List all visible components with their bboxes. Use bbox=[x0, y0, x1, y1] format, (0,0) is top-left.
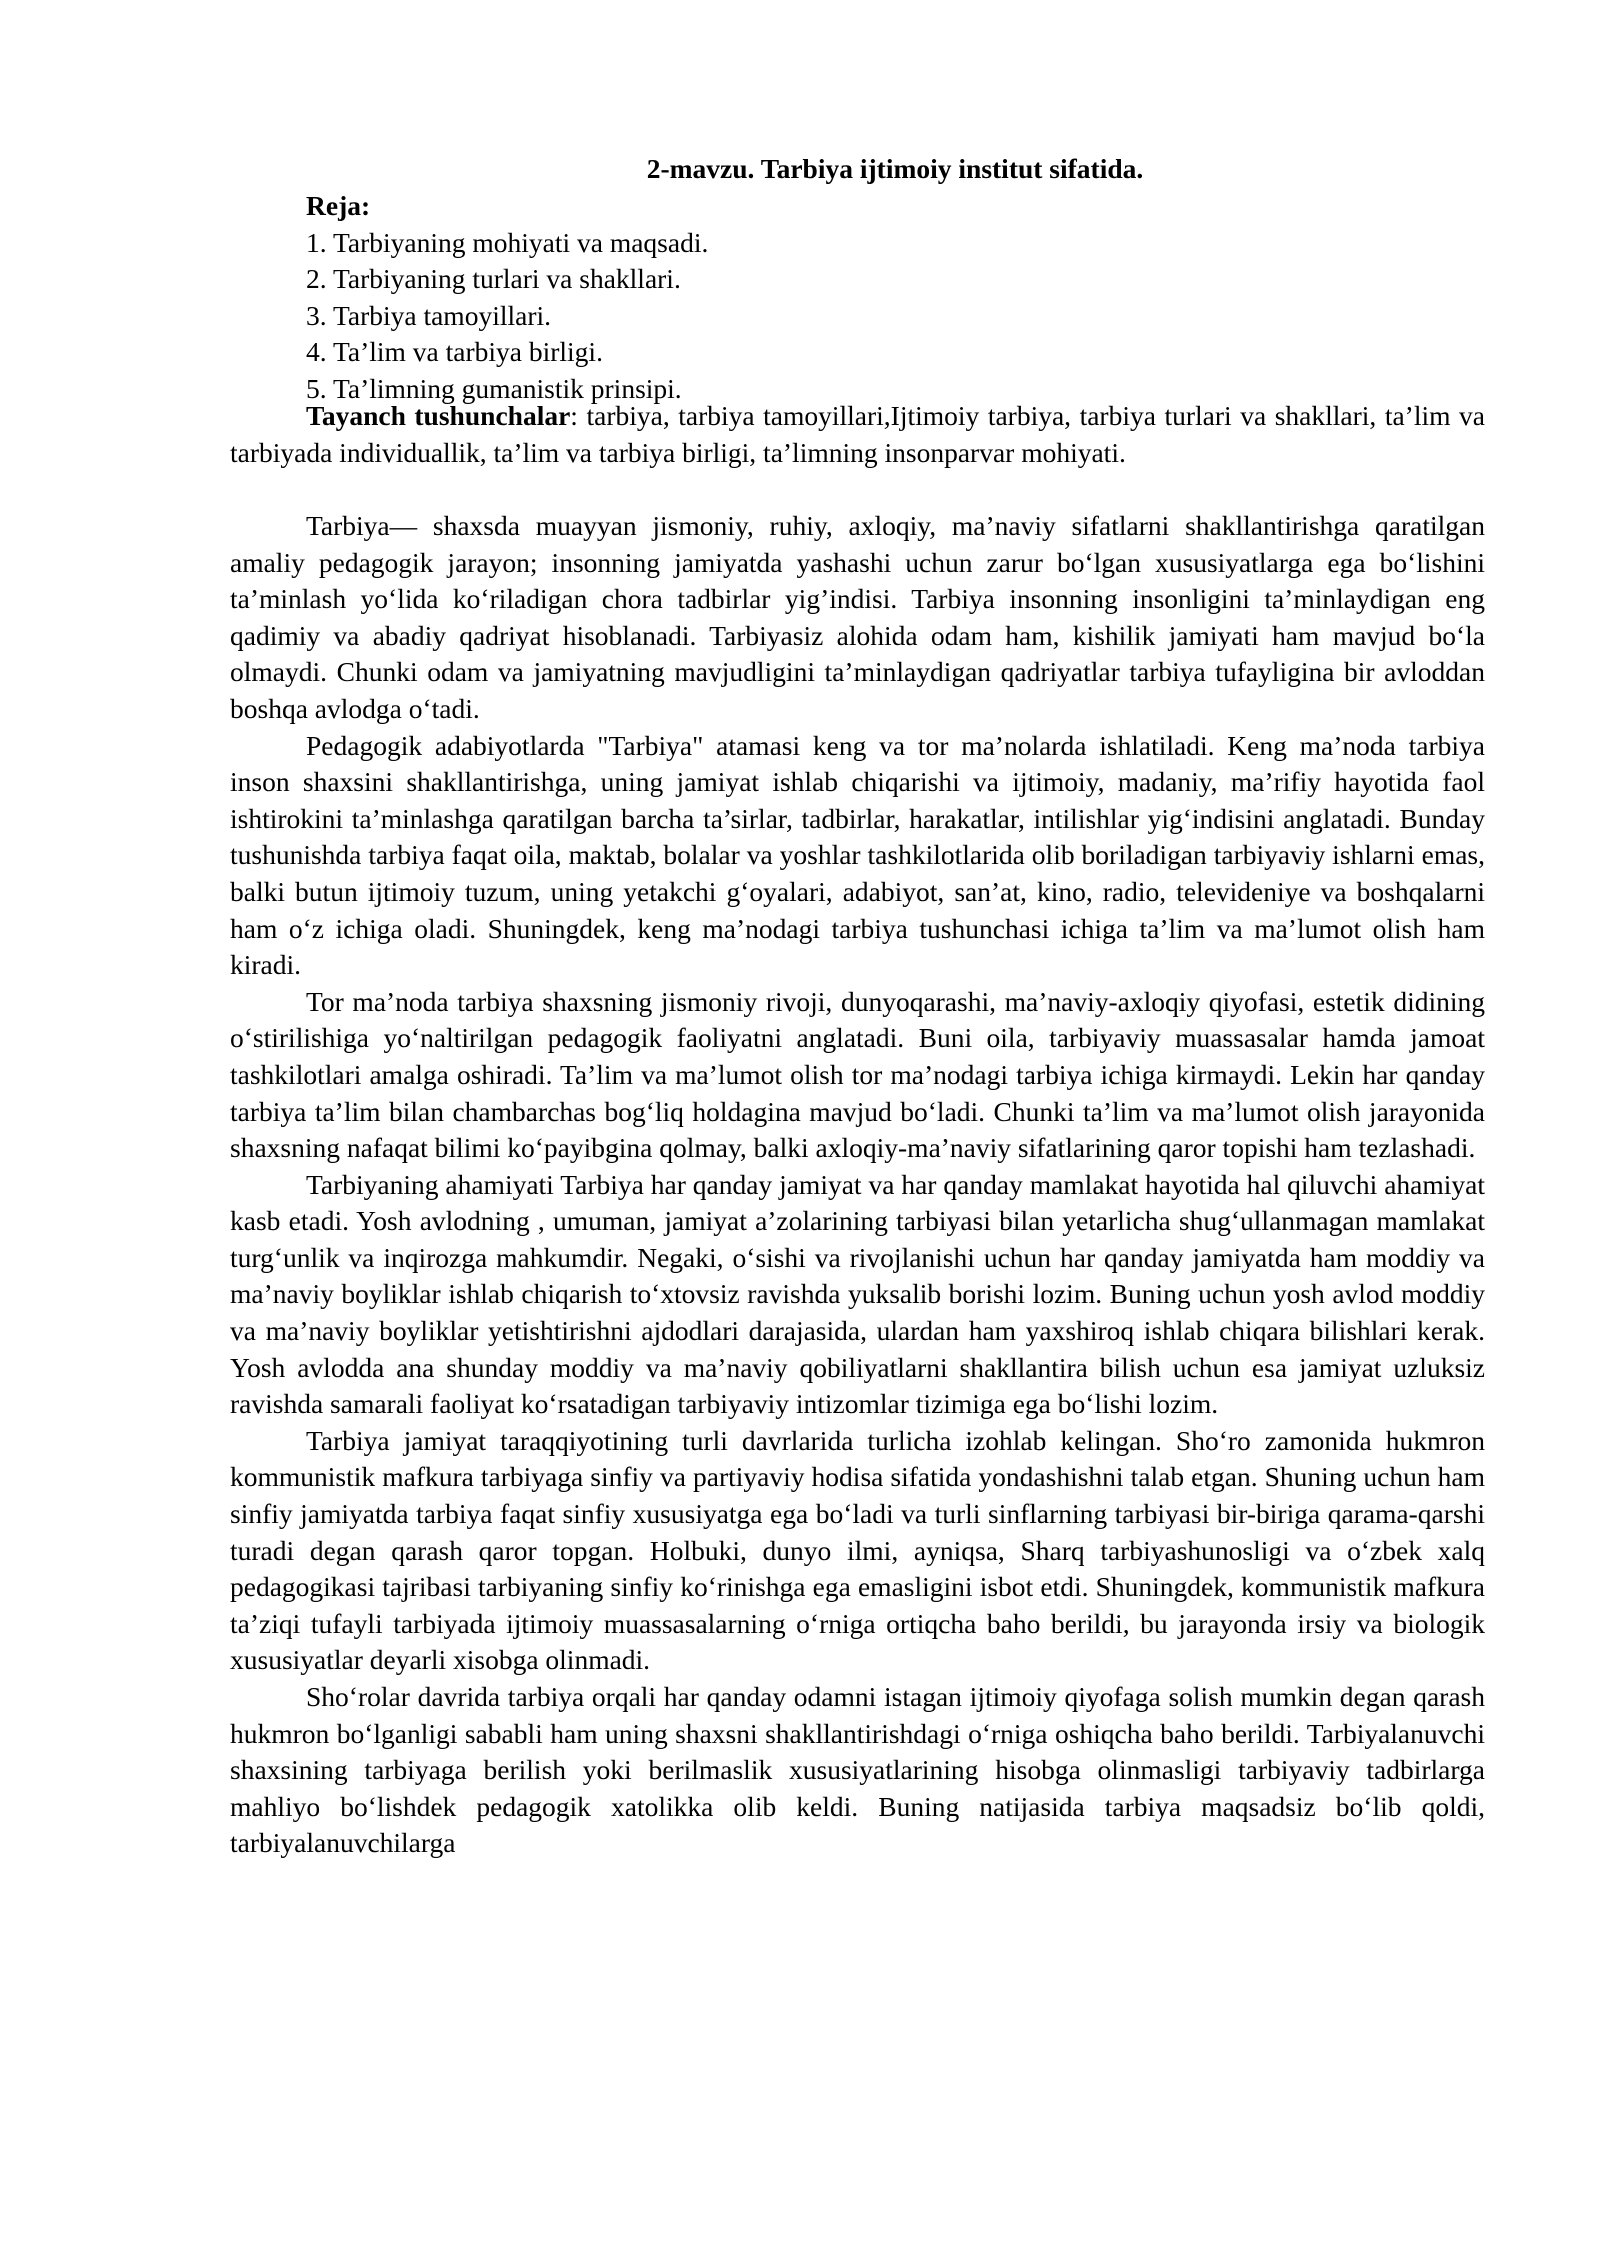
body-paragraphs bbox=[230, 508, 1485, 1862]
plan-item: 4. Ta’lim va tarbiya birligi. bbox=[306, 336, 603, 368]
plan-item: 2. Tarbiyaning turlari va shakllari. bbox=[306, 263, 681, 295]
page-title: 2-mavzu. Tarbiya ijtimoiy institut sifatida. bbox=[646, 153, 1144, 184]
plan-item: 3. Tarbiya tamoyillari. bbox=[306, 299, 552, 331]
body-paragraph: Pedagogik adabiyotlarda "Tarbiya" atamasi keng va tor ma’nolarda ishlatiladi. Keng ma’noda tarbiya inson shaxsini shakllantirishga, uning jamiyat ishlab chiqarishi va ijtimoiy, madaniy, ma’rifiy hayotida faol ishtirokini ta’minlashga qaratilgan barcha ta’sirlar, tadbirlar, harakatlar, intilishlar yig‘indisini anglatadi. Bunday tushunishda tarbiya faqat oila, maktab, bolalar va yoshlar tashkilotlarida olib boriladigan tarbiyaviy ishlarni emas, balki butun ijtimoiy tuzum, uning yetakchi g‘oyalari, adabiyot, san’at, kino, radio, televideniye va boshqalarni ham o‘z ichiga oladi. Shuningdek, keng ma’nodagi tarbiya tushunchasi ichiga ta’lim va ma’lumot olish ham kiradi. bbox=[230, 729, 1485, 981]
body-paragraph: Tarbiya— shaxsda muayyan jismoniy, ruhiy, axloqiy, ma’naviy sifatlarni shakllantirishga qaratilgan amaliy pedagogik jarayon; insonning jamiyatda yashashi uchun zarur bo‘lgan xususiyatlarga ega bo‘lishini ta’minlash yo‘lida ko‘riladigan chora tadbirlar yig’indisi. Tarbiya insonning insonligini ta’minlaydigan eng qadimiy va abadiy qadriyat hisoblanadi. Tarbiyasiz alohida odam ham, kishilik jamiyati ham mavjud bo‘la olmaydi. Chunki odam va jamiyatning mavjudligini ta’minlaydigan qadriyatlar tarbiya tufayligina bir avloddan boshqa avlodga o‘tadi. bbox=[230, 510, 1485, 724]
plan-list bbox=[306, 188, 708, 408]
plan-item: 5. Ta’limning gumanistik prinsipi. bbox=[306, 372, 682, 404]
plan-item: 1. Tarbiyaning mohiyati va maqsadi. bbox=[306, 226, 709, 258]
key-terms-label: Tayanch tushunchalar bbox=[306, 400, 571, 431]
body-paragraph: Sho‘rolar davrida tarbiya orqali har qanday odamni istagan ijtimoiy qiyofaga solish mumkin degan qarash hukmron bo‘lganligi sababli ham uning shaxsni shakllantirishdagi o‘rniga oshiqcha baho berildi. Tarbiyalanuvchi shaxsining tarbiyaga berilish yoki berilmaslik xususiyatlarining hisobga olinmasligi tarbiyaviy tadbirlarga mahliyo bo‘lishdek pedagogik xatolikka olib keldi. Buning natijasida tarbiya maqsadsiz bo‘lib qoldi, tarbiyalanuvchilarga bbox=[230, 1681, 1485, 1859]
plan-heading: Reja: bbox=[306, 190, 371, 221]
body-paragraph: Tor ma’noda tarbiya shaxsning jismoniy rivoji, dunyoqarashi, ma’naviy-axloqiy qiyofasi, estetik didining o‘stirilishiga yo‘naltirilgan pedagogik faoliyatni anglatadi. Buni oila, tarbiyaviy muassasalar hamda jamoat tashkilotlari amalga oshiradi. Ta’lim va ma’lumot olish tor ma’nodagi tarbiya ichiga kirmaydi. Lekin har qanday tarbiya ta’lim bilan chambarchas bog‘liq holdagina mavjud bo‘ladi. Chunki ta’lim va ma’lumot olish jarayonida shaxsning nafaqat bilimi ko‘payibgina qolmay, balki axloqiy-ma’naviy sifatlarining qaror topishi ham tezlashadi. bbox=[230, 985, 1485, 1164]
body-paragraph: Tarbiya jamiyat taraqqiyotining turli davrlarida turlicha izohlab kelingan. Sho‘ro zamonida hukmron kommunistik mafkura tarbiyaga sinfiy va partiyaviy hodisa sifatida yondashishni talab etgan. Shuning uchun ham sinfiy jamiyatda tarbiya faqat sinfiy xususiyatga ega bo‘ladi va turli sinflarning tarbiyasi bir-biriga qarama-qarshi turadi degan qarash qaror topgan. Holbuki, dunyo ilmi, ayniqsa, Sharq tarbiyashunosligi va o‘zbek xalq pedagogikasi tajribasi tarbiyaning sinfiy ko‘rinishga ega emasligini isbot etdi. Shuningdek, kommunistik mafkura ta’ziqi tufayli tarbiyada ijtimoiy muassasalarning o‘rniga ortiqcha baho berildi, bu jarayonda irsiy va biologik xususiyatlar deyarli xisobga olinmadi. bbox=[230, 1424, 1485, 1676]
body-paragraph: Tarbiyaning ahamiyati Tarbiya har qanday jamiyat va har qanday mamlakat hayotida hal qiluvchi ahamiyat kasb etadi. Yosh avlodning , umuman, jamiyat a’zolarining tarbiyasi bilan yetarlicha shug‘ullanmagan mamlakat turg‘unlik va inqirozga mahkumdir. Negaki, o‘sishi va rivojlanishi uchun har qanday jamiyatda ham moddiy va ma’naviy boyliklar ishlab chiqarish to‘xtovsiz ravishda yuksalib borishi lozim. Buning uchun yosh avlod moddiy va ma’naviy boyliklar yetishtirishni ajdodlari darajasida, ulardan ham yaxshiroq ishlab chiqara bilishlari kerak. Yosh avlodda ana shunday moddiy va ma’naviy qobiliyatlarni shakllantira bilish uchun esa jamiyat uzluksiz ravishda samarali faoliyat ko‘rsatadigan tarbiyaviy intizomlar tizimiga ega bo‘lishi lozim. bbox=[230, 1168, 1485, 1420]
key-terms-text: : tarbiya, tarbiya tamoyillari,Ijtimoiy tarbiya, tarbiya turlari va shakllari, ta’lim va tarbiyada individuallik, ta’lim va tarbiya birligi, ta’limning insonparvar mohiyati. bbox=[230, 400, 1485, 468]
key-terms-paragraph bbox=[230, 398, 1485, 471]
